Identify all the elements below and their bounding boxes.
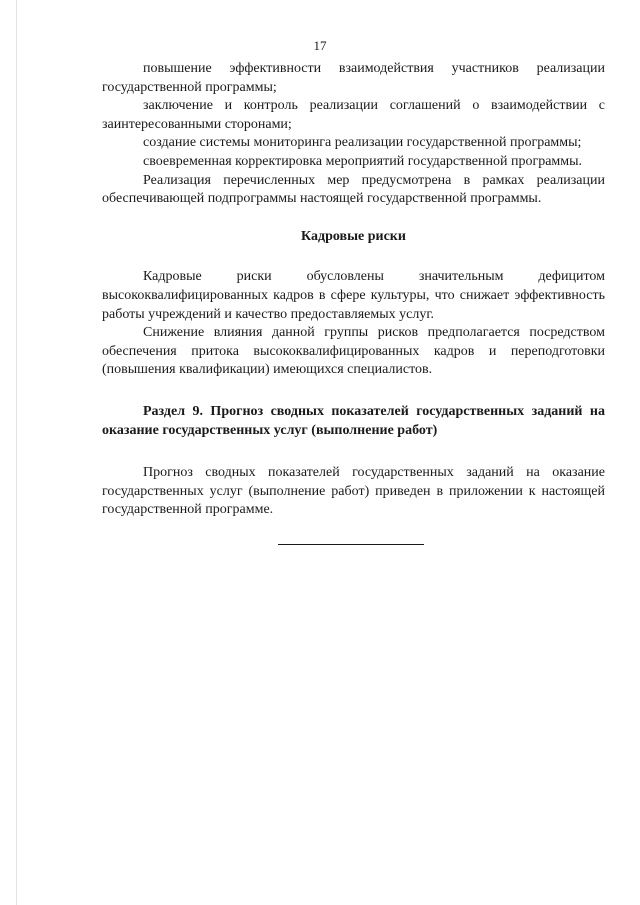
spacer <box>102 246 605 268</box>
personnel-risks-paragraph: Кадровые риски обусловлены значительным дефицитом высококвалифицированных кадров в сфере культуры, что снижает эффективность работы учреждений и качество предоставляемых услуг. <box>102 269 605 322</box>
page-number: 17 <box>313 38 327 53</box>
list-item: своевременная корректировка мероприятий государственной программы. <box>143 153 583 169</box>
spacer <box>102 440 605 464</box>
end-of-text-rule <box>278 544 424 545</box>
list-item: создание системы мониторинга реализации государственной программы; <box>143 135 582 151</box>
list-item: повышение эффективности взаимодействия участников реализации государственной программы; <box>102 61 605 95</box>
spacer <box>102 209 605 228</box>
section-9-paragraph: Прогноз сводных показателей государственных заданий на оказание государственных услуг (выполнение работ) приведен в приложении к настоящей государственной программе. <box>102 465 605 518</box>
personnel-risks-heading: Кадровые риски <box>301 228 406 244</box>
spacer <box>102 380 605 403</box>
page-edge-line <box>16 0 17 905</box>
section-9-title: Раздел 9. Прогноз сводных показателей государственных заданий на оказание государственных услуг (выполнение работ) <box>102 403 605 438</box>
personnel-risks-paragraph: Снижение влияния данной группы рисков предполагается посредством обеспечения притока высококвалифицированных кадров и переподготовки (повышения квалификации) имеющихся специалистов. <box>102 325 605 378</box>
page-content <box>102 60 605 520</box>
implementation-note: Реализация перечисленных мер предусмотрена в рамках реализации обеспечивающей подпрограммы настоящей государственной программы. <box>102 172 605 207</box>
list-item: заключение и контроль реализации соглашений о взаимодействии с заинтересованными сторонами; <box>102 98 605 132</box>
